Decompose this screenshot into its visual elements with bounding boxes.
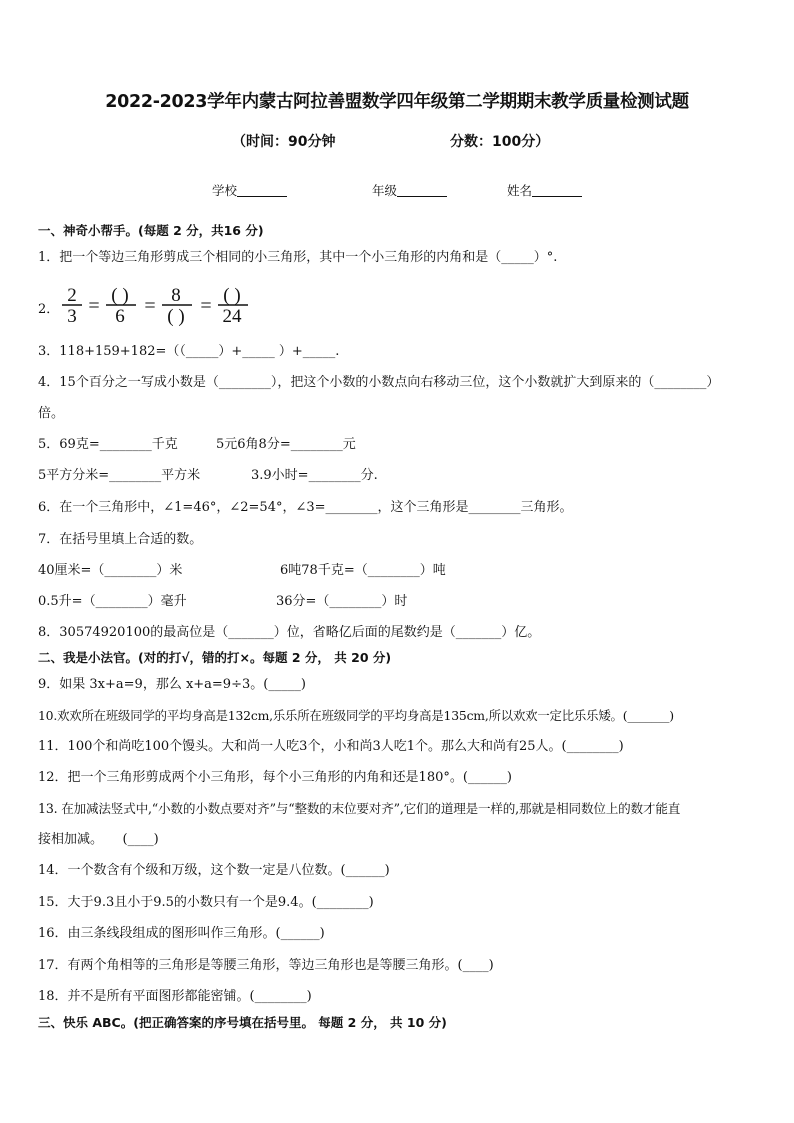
- question-3: 3．118+159+182=（（_____）+_____ ）+_____.: [38, 344, 340, 359]
- svg-text:=: =: [88, 295, 100, 317]
- section-3-heading: 三、快乐 ABC。(把正确答案的序号填在括号里。 每题 2 分， 共 10 分): [38, 1015, 447, 1030]
- school-field: [212, 181, 287, 199]
- question-8: 8．30574920100的最高位是（_______）位，省略亿后面的尾数约是（_______）亿。: [38, 625, 541, 640]
- score-label: 分数：100分）: [450, 134, 550, 150]
- question-7-part-b: 6吨78千克=（________）吨: [280, 563, 446, 578]
- fraction-2-numerator: ( ): [111, 285, 129, 306]
- grade-label: 年级: [372, 183, 398, 198]
- section-2-heading: 二、我是小法官。(对的打√，错的打×。每题 2 分， 共 20 分): [38, 650, 392, 665]
- question-7-part-d: 36分=（________）时: [276, 594, 408, 609]
- question-5-part-a: 5．69克=________千克: [38, 437, 178, 452]
- question-7: 7．在括号里填上合适的数。: [38, 532, 203, 547]
- fraction-equation: [60, 284, 290, 326]
- question-5-part-d: 3.9小时=________分.: [251, 468, 378, 483]
- question-1: 1．把一个等边三角形剪成三个相同的小三角形，其中一个小三角形的内角和是（_____）°.: [38, 250, 558, 265]
- fraction-1-numerator: 2: [67, 285, 77, 306]
- school-label: 学校: [212, 183, 238, 198]
- svg-text:=: =: [144, 295, 156, 317]
- question-5-part-b: 5元6角8分=________元: [216, 437, 356, 452]
- question-9: 9．如果 3x+a=9，那么 x+a=9÷3。(_____): [38, 677, 306, 692]
- question-15: 15．大于9.3且小于9.5的小数只有一个是9.4。(________): [38, 895, 374, 910]
- question-2: [38, 284, 278, 326]
- name-label: 姓名: [507, 183, 533, 198]
- question-13-line-1: 13. 在加减法竖式中,“小数的小数点要对齐”与“整数的末位要对齐”,它们的道理是一样的,那就是相同数位上的数才能直: [38, 801, 681, 816]
- school-blank[interactable]: [237, 184, 287, 197]
- fraction-4-denominator: 24: [222, 306, 242, 326]
- question-10: 10.欢欢所在班级同学的平均身高是132cm,乐乐所在班级同学的平均身高是135cm,所以欢欢一定比乐乐矮。(_______): [38, 708, 674, 723]
- fraction-1-denominator: 3: [67, 306, 77, 326]
- question-18: 18．并不是所有平面图形都能密铺。(________): [38, 989, 312, 1004]
- question-7-part-a: 40厘米=（________）米: [38, 563, 183, 578]
- question-7-part-c: 0.5升=（________）毫升: [38, 594, 187, 609]
- fraction-2-denominator: 6: [115, 306, 125, 326]
- question-2-number: 2．: [38, 302, 60, 317]
- fraction-3-denominator: ( ): [167, 306, 185, 326]
- question-14: 14．一个数含有个级和万级，这个数一定是八位数。(______): [38, 863, 390, 878]
- question-6: 6．在一个三角形中，∠1=46°，∠2=54°，∠3=________，这个三角形是________三角形。: [38, 500, 573, 515]
- question-5-part-c: 5平方分米=________平方米: [38, 468, 201, 483]
- exam-title: 2022-2023学年内蒙古阿拉善盟数学四年级第二学期期末教学质量检测试题: [105, 92, 689, 112]
- question-13-line-2: 接相加减。 (____): [38, 832, 159, 847]
- question-17: 17．有两个角相等的三角形是等腰三角形，等边三角形也是等腰三角形。(____): [38, 958, 494, 973]
- question-16: 16．由三条线段组成的图形叫作三角形。(______): [38, 926, 325, 941]
- grade-field: [372, 181, 447, 199]
- question-4-line-2: 倍。: [38, 406, 65, 421]
- fraction-4-numerator: ( ): [223, 285, 241, 306]
- grade-blank[interactable]: [397, 184, 447, 197]
- question-12: 12．把一个三角形剪成两个小三角形，每个小三角形的内角和还是180°。(______): [38, 770, 512, 785]
- fraction-3-numerator: 8: [171, 285, 181, 306]
- time-label: （时间：90分钟: [232, 134, 336, 150]
- name-blank[interactable]: [532, 184, 582, 197]
- question-4-line-1: 4．15个百分之一写成小数是（________），把这个小数的小数点向右移动三位，这个小数就扩大到原来的（________）: [38, 375, 720, 390]
- section-1-heading: 一、神奇小帮手。(每题 2 分，共16 分): [38, 223, 264, 238]
- question-11: 11．100个和尚吃100个馒头。大和尚一人吃3个，小和尚3人吃1个。那么大和尚有25人。(________): [38, 739, 624, 754]
- svg-text:=: =: [200, 295, 212, 317]
- name-field: [507, 181, 582, 199]
